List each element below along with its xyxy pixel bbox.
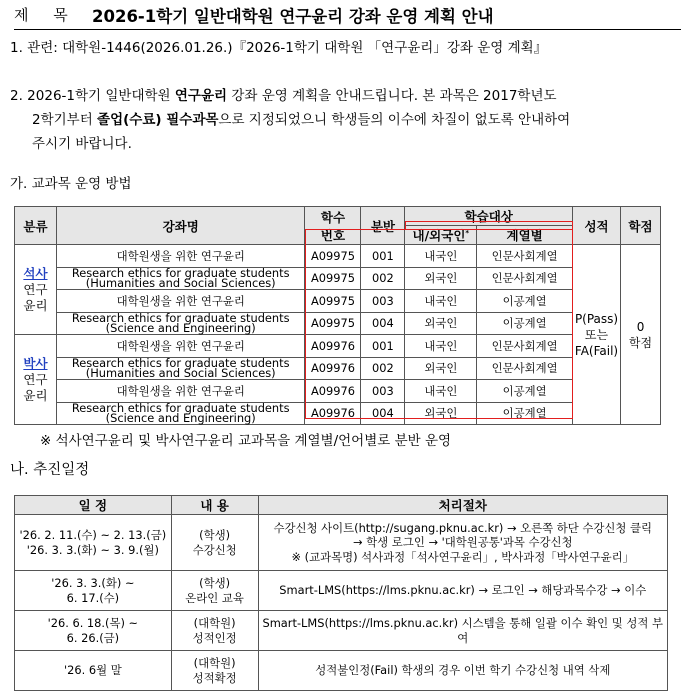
- course-code: A09976: [305, 380, 361, 403]
- section-number: 004: [361, 312, 405, 335]
- para2-a: 2. 2026-1학기 일반대학원: [10, 88, 175, 104]
- para2-c: 강좌 운영 계획을 안내드립니다. 본 과목은 2017학년도: [227, 88, 557, 104]
- nationality: 내국인: [405, 245, 477, 268]
- header-target: 학습대상: [405, 207, 573, 226]
- course-name: Research ethics for graduate students (Humanities and Social Sciences): [56, 357, 305, 380]
- nationality: 외국인: [405, 267, 477, 290]
- grade-value: P(Pass) 또는 FA(Fail): [573, 245, 621, 425]
- header-course: 강좌명: [56, 207, 305, 245]
- nationality: 내국인: [405, 335, 477, 358]
- course-code: A09976: [305, 335, 361, 358]
- document-title: [14, 4, 669, 26]
- main-paragraph: [10, 84, 672, 156]
- reference-paragraph: 1. 관련: 대학원-1446(2026.01.26.)『2026-1학기 대학원 「연구윤리」강좌 운영 계획』: [10, 40, 548, 56]
- course-name: Research ethics for graduate students (Science and Engineering): [56, 402, 305, 425]
- header-field: 계열별: [477, 226, 573, 245]
- schedule-process: Smart-LMS(https://lms.pknu.ac.kr) → 로그인 → 해당과목수강 → 이수: [258, 571, 667, 611]
- nationality: 외국인: [405, 402, 477, 425]
- nationality: 외국인: [405, 312, 477, 335]
- schedule-date: '26. 2. 11.(수) ~ 2. 13.(금) '26. 3. 3.(화) ~ 3. 9.(월): [15, 515, 172, 571]
- schedule-row: [15, 651, 668, 691]
- field: 인문사회계열: [477, 245, 573, 268]
- course-code: A09975: [305, 290, 361, 313]
- highlight-box: [305, 229, 573, 419]
- para2-d: 2학기부터: [32, 112, 98, 128]
- schedule-content: (학생) 온라인 교육: [171, 571, 258, 611]
- table-note: ※ 석사연구윤리 및 박사연구윤리 교과목을 계열별/언어별로 분반 운영: [40, 433, 452, 449]
- section-number: 002: [361, 357, 405, 380]
- field: 인문사회계열: [477, 267, 573, 290]
- course-code: A09975: [305, 312, 361, 335]
- course-name: 대학원생을 위한 연구윤리: [56, 245, 305, 268]
- field: 이공계열: [477, 380, 573, 403]
- schedule-process: Smart-LMS(https://lms.pknu.ac.kr) 시스템을 통해 일괄 이수 확인 및 성적 부여: [258, 611, 667, 651]
- field: 인문사회계열: [477, 335, 573, 358]
- header-course-code: 학수 번호: [305, 207, 361, 245]
- credit-value: 0 학점: [621, 245, 661, 425]
- section-number: 001: [361, 245, 405, 268]
- title-text: 2026-1학기 일반대학원 연구윤리 강좌 운영 계획 안내: [92, 7, 494, 26]
- nationality: 외국인: [405, 357, 477, 380]
- schedule-content: (대학원) 성적인정: [171, 611, 258, 651]
- course-code: A09975: [305, 267, 361, 290]
- schedule-row: [15, 571, 668, 611]
- section-number: 003: [361, 380, 405, 403]
- category-doctor: 박사 연구 윤리: [15, 335, 57, 425]
- header-date: 일 정: [15, 496, 172, 515]
- schedule-content: (학생) 수강신청: [171, 515, 258, 571]
- title-divider: [14, 29, 681, 30]
- section-number: 001: [361, 335, 405, 358]
- course-code: A09976: [305, 402, 361, 425]
- section-number: 004: [361, 402, 405, 425]
- section-heading-a: 가. 교과목 운영 방법: [10, 176, 132, 192]
- schedule-process: 성적불인정(Fail) 학생의 경우 이번 학기 수강신청 내역 삭제: [258, 651, 667, 691]
- schedule-process: 수강신청 사이트(http://sugang.pknu.ac.kr) → 오른쪽 하단 수강신청 클릭 → 학생 로그인 → '대학원공통'과목 수강신청 ※ (교과목명) 석사과정「석사연구윤리」, 박사과정「박사연구윤리」: [258, 515, 667, 571]
- course-code: A09976: [305, 357, 361, 380]
- field: 이공계열: [477, 290, 573, 313]
- header-nationality: 내/외국인*: [405, 226, 477, 245]
- section-number: 003: [361, 290, 405, 313]
- para2-line2: [10, 108, 672, 132]
- section-number: 002: [361, 267, 405, 290]
- para2-f: 으로 지정되었으니 학생들의 이수에 차질이 없도록 안내하여: [218, 112, 571, 128]
- para2-e: 졸업(수료) 필수과목: [97, 112, 219, 128]
- nationality: 내국인: [405, 380, 477, 403]
- header-category: 분류: [15, 207, 57, 245]
- schedule-content: (대학원) 성적확정: [171, 651, 258, 691]
- schedule-row: [15, 611, 668, 651]
- header-content: 내 용: [171, 496, 258, 515]
- course-name: 대학원생을 위한 연구윤리: [56, 335, 305, 358]
- schedule-date: '26. 3. 3.(화) ~ 6. 17.(수): [15, 571, 172, 611]
- schedule-date: '26. 6. 18.(목) ~ 6. 26.(금): [15, 611, 172, 651]
- course-name: Research ethics for graduate students (Science and Engineering): [56, 312, 305, 335]
- nationality: 내국인: [405, 290, 477, 313]
- header-credit: 학점: [621, 207, 661, 245]
- para2-line3: 주시기 바랍니다.: [32, 136, 132, 152]
- schedule-row: [15, 515, 668, 571]
- course-name: 대학원생을 위한 연구윤리: [56, 380, 305, 403]
- field: 인문사회계열: [477, 357, 573, 380]
- schedule-table: [14, 495, 668, 691]
- field: 이공계열: [477, 402, 573, 425]
- header-grade: 성적: [573, 207, 621, 245]
- section-heading-b: 나. 추진일정: [10, 462, 90, 478]
- course-name: 대학원생을 위한 연구윤리: [56, 290, 305, 313]
- field: 이공계열: [477, 312, 573, 335]
- course-code: A09975: [305, 245, 361, 268]
- para2-b: 연구윤리: [174, 88, 228, 104]
- category-master: 석사 연구 윤리: [15, 245, 57, 335]
- schedule-date: '26. 6월 말: [15, 651, 172, 691]
- header-process: 처리절차: [258, 496, 667, 515]
- title-label: 제 목: [14, 6, 78, 24]
- course-name: Research ethics for graduate students (Humanities and Social Sciences): [56, 267, 305, 290]
- header-section: 분반: [361, 207, 405, 245]
